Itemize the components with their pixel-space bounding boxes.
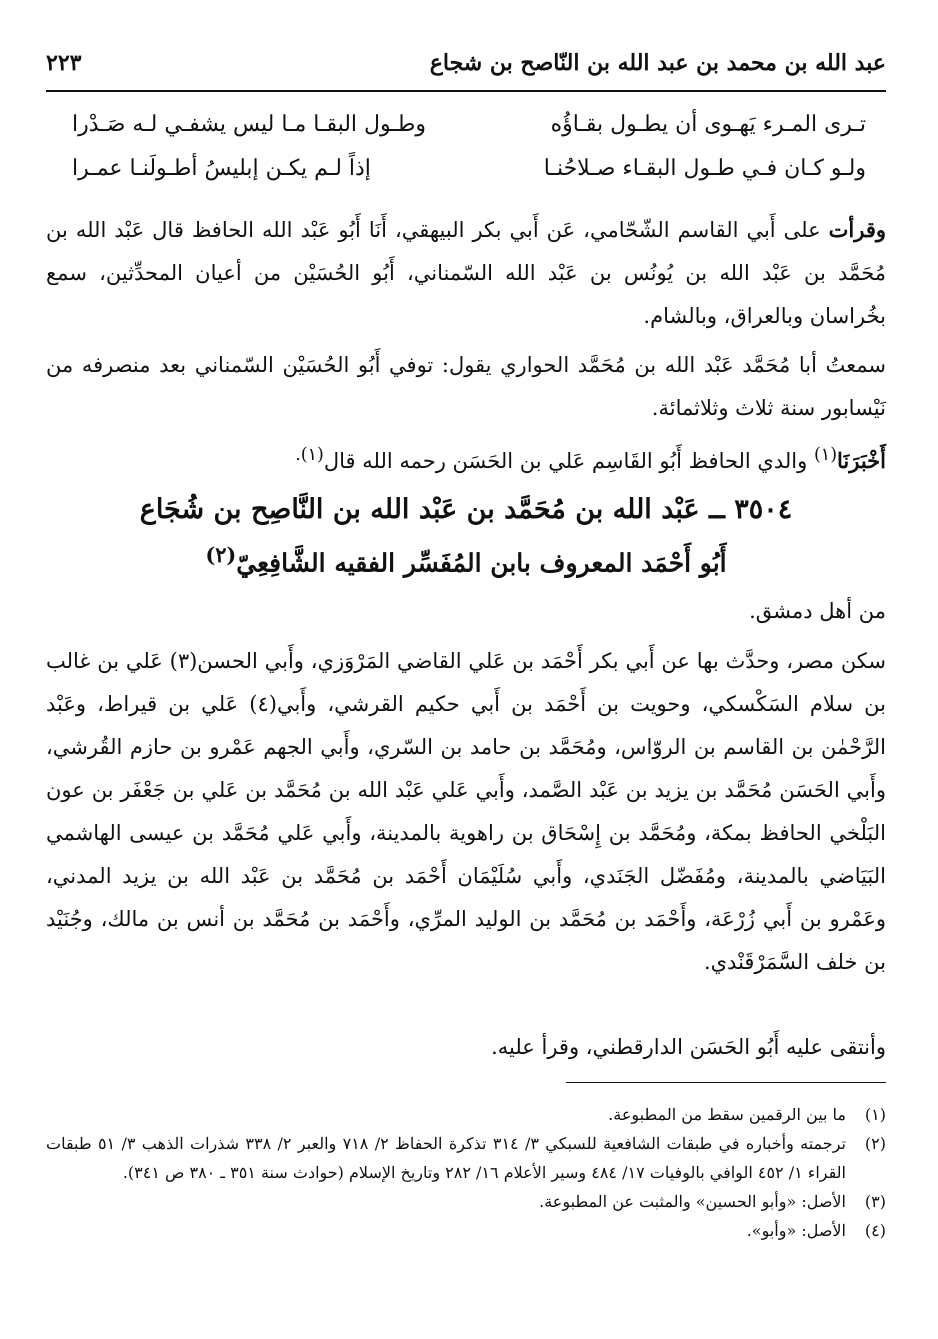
footnote-number: (٤): [864, 1221, 886, 1240]
footnotes: [46, 1100, 886, 1245]
footnote-marker: (١): [813, 445, 838, 465]
paragraph-text: [46, 208, 886, 338]
footnote-number: (١): [864, 1105, 886, 1124]
paragraph-isnad: [46, 434, 886, 483]
footnote-text: ما بين الرقمين سقط من المطبوعة.: [608, 1105, 846, 1124]
verse-first-hemistich: ولـو كـان فـي طـول البقـاء صـلاحُنـا: [543, 156, 866, 181]
paragraph-daraqutni: [46, 1026, 886, 1069]
biography-heading: [46, 487, 886, 585]
verse-first-hemistich: تـرى المـرء يَهـوى أن يطـول بقـاؤُه: [550, 112, 866, 137]
biography-title: ٣٥٠٤ ــ عَبْد الله بن مُحَمَّد بن عَبْد الله بن النَّاصِح بن شُجَاع: [139, 494, 793, 525]
poem-verses: [46, 112, 886, 200]
footnote-marker: (٢): [205, 542, 237, 567]
paragraph-reading: [46, 208, 886, 338]
paragraph-body: والدي الحافظ أَبُو القَاسِم عَلي بن الحَسَن رحمه الله قال: [323, 449, 814, 473]
footnote-item: [46, 1187, 886, 1216]
paragraph-text: وأنتقى عليه أَبُو الحَسَن الدارقطني، وقرأ عليه.: [491, 1035, 886, 1059]
paragraph-text: سمعتُ أبا مُحَمَّد عَبْد الله بن مُحَمَّد الحواري يقول: توفي أَبُو الحُسَيْن السّمناني بعد منصرفه من نَيْسابور سنة ثلاث وثلاثمائة.: [46, 353, 886, 420]
verse-line: [46, 112, 886, 156]
paragraph-body: على أَبي القاسم الشّحّامي، عَن أَبي بكر البيهقي، أَنَا أَبُو عَبْد الله الحافظ قال عَبْد الله بن مُحَمَّد بن عَبْد الله بن يُونُس بن عَبْد الله السّمناني، أَبُو الحُسَيْن من أعيان المحدِّثين، سمع بخُراسان وبالعراق، وبالشام.: [46, 218, 886, 328]
running-header: [46, 44, 886, 92]
footnote-text: ترجمته وأخباره في طبقات الشافعية للسبكي ٣/ ٣١٤ تذكرة الحفاظ ٢/ ٧١٨ والعبر ٢/ ٣٣٨ شذرات الذهب ٣/ ٥١ طبقات القراء ١/ ٤٥٢ الوافي بالوفيات ١٧/ ٤٨٤ وسير الأعلام ١٦/ ٢٨٢ وتاريخ الإسلام (حوادث سنة ٣٥١ ـ ٣٨٠ ص ٣٤١).: [46, 1134, 846, 1182]
footnote-item: [46, 1216, 886, 1245]
biography-subtitle: [46, 533, 886, 585]
paragraph-text: [46, 434, 886, 483]
footnote-text: الأصل: «وأبو».: [746, 1221, 846, 1240]
footnote-number: (٢): [864, 1134, 886, 1153]
footnote-separator: [566, 1082, 886, 1083]
header-title: عبد الله بن محمد بن عبد الله بن النّاصح بن شجاع: [429, 50, 886, 76]
paragraph-death-report: [46, 344, 886, 430]
biography-subtitle-text: أَبُو أَحْمَد المعروف بابن المُفَسِّر الفقيه الشَّافِعِيّ: [236, 548, 727, 578]
verse-line: [46, 156, 886, 200]
paragraph-origin: [46, 590, 886, 633]
page-number: ٢٢٣: [46, 50, 82, 76]
footnote-marker: (١).: [295, 445, 324, 465]
footnote-item: [46, 1129, 886, 1187]
paragraph-lead-word: وقرأت: [828, 217, 886, 242]
verse-second-hemistich: إذاً لـم يكـن إبليسُ أطـولَنـا عمـرا: [72, 156, 371, 181]
paragraph-teachers: [46, 640, 886, 984]
paragraph-lead-word: أَخْبَرَنَا: [837, 448, 886, 473]
footnote-text: الأصل: «وأبو الحسين» والمثبت عن المطبوعة.: [539, 1192, 846, 1211]
paragraph-text: سكن مصر، وحدَّث بها عن أَبي بكر أَحْمَد بن عَلي القاضي المَرْوَزي، وأَبي الحسن(٣) عَلي بن غالب بن سلام السَكْسكي، وحويت بن أَحْمَد بن أَبي حكيم القرشي، وأَبي(٤) عَلي بن قيراط، وعَبْد الرَّحْمٰن بن القاسم بن الروّاس، ومُحَمَّد بن حامد بن السّري، وأَبي الجهم عَمْرو بن حازم القُرشي، وأَبي الحَسَن مُحَمَّد بن يزيد بن عَبْد الصَّمد، وأَبي عَلي عَبْد الله بن مُحَمَّد بن عَلي بن جَعْفَر بن عون البَلْخي الحافظ بمكة، ومُحَمَّد بن إِسْحَاق بن راهوية بالمدينة، وأَبي عَلي مُحَمَّد بن عيسى الهاشمي البَيَاضي بالمدينة، ومُفَضّل الجَنَدي، وأَبي سُلَيْمَان أَحْمَد بن مُحَمَّد بن عَبْد الله بن يزيد المدني، وعَمْرو بن أَبي زُرْعَة، وأَحْمَد بن مُحَمَّد بن الوليد المرِّي، وأَحْمَد بن مُحَمَّد بن أنس بن مالك، وجُنَيْد بن خلف السَّمَرْقَنْدي.: [46, 649, 886, 974]
footnote-number: (٣): [864, 1192, 886, 1211]
paragraph-text: من أهل دمشق.: [749, 599, 886, 623]
footnote-item: [46, 1100, 886, 1129]
verse-second-hemistich: وطـول البقـا مـا ليس يشفـي لـه صَـدْرا: [72, 112, 426, 137]
